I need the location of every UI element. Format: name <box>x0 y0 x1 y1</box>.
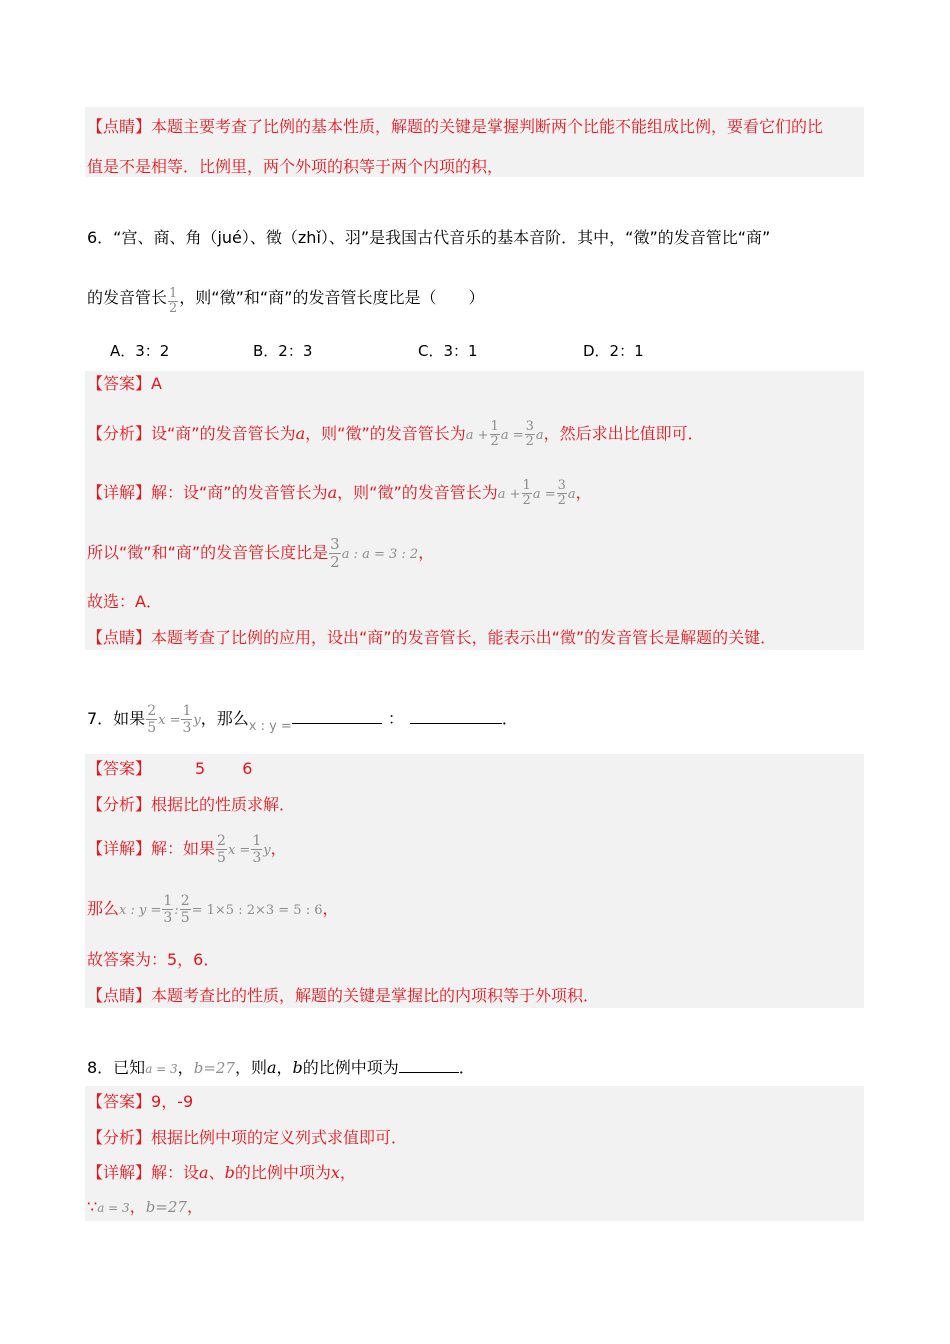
top-dianjing-line2: 值是不是相等．比例里，两个外项的积等于两个内项的积， <box>87 157 504 176</box>
q8-detail: 【详解】解：设a、b的比例中项为x， <box>87 1163 356 1182</box>
q8-analysis: 【分析】根据比例中项的定义列式求值即可． <box>87 1128 408 1147</box>
expr-a-plus-half-a: a + <box>465 428 489 443</box>
q6-solution-box <box>85 371 864 650</box>
q7-analysis: 【分析】根据比的性质求解． <box>87 795 296 814</box>
q7-answer: 【答案】 5 6 <box>87 759 253 778</box>
q6-option-a[interactable]: A．3：2 <box>110 342 170 360</box>
q7-stem: 7．如果 $\frac{2}{5}$ x = $\frac{1}{3}$ y，那么$_{x : y =}$ ： ． <box>87 703 518 736</box>
q8-stem: 8．已知a = 3，b=27，则a，b的比例中项为 ． <box>87 1058 475 1077</box>
q6-answer: 【答案】A <box>87 374 162 393</box>
q7-then: 那么x : y = $\frac{1}{3}$ : $\frac{2}{5}$ = 1×5 : 2×3 = 5 : 6， <box>87 893 339 926</box>
q6-stem-line2: 的发音管长 $\frac{1}{2}$ ，则“徵”和“商”的发音管长度比是（ ） <box>87 286 485 316</box>
q8-because: ∵a = 3，b=27， <box>87 1197 203 1216</box>
fraction-half: $\frac{1}{2}$ <box>169 286 178 316</box>
q6-option-c[interactable]: C．3：1 <box>418 342 478 360</box>
q6-option-b[interactable]: B．2：3 <box>253 342 313 360</box>
top-dianjing-line1: 【点睛】本题主要考查了比例的基本性质，解题的关键是掌握判断两个比能不能组成比例，要看它们的比 <box>87 117 824 136</box>
q6-ratio: 所以“徵”和“商”的发音管长度比是 $\frac{3}{2}$ a : a = 3 : 2， <box>87 535 435 571</box>
q6-choose: 故选：A． <box>87 592 162 611</box>
dianjing-tag: 【点睛】 <box>87 117 152 136</box>
q6-detail: 【详解】解：设“商”的发音管长为a，则“徵”的发音管长为a + $\frac{1}{2}$ a = $\frac{3}{2}$ a， <box>87 478 592 508</box>
q7-blank-2[interactable] <box>410 707 502 724</box>
q7-result: 故答案为：5，6． <box>87 950 220 969</box>
q7-detail: 【详解】解：如果 $\frac{2}{5}$ x = $\frac{1}{3}$ y， <box>87 833 287 866</box>
q8-answer: 【答案】9，-9 <box>87 1092 194 1111</box>
ratio-expression: a : a = 3 : 2 <box>341 547 419 562</box>
q7-blank-1[interactable] <box>292 707 382 724</box>
q8-blank[interactable] <box>399 1056 459 1073</box>
because-symbol: ∵ <box>87 1197 98 1216</box>
q6-dianjing: 【点睛】本题考查了比例的应用，设出“商”的发音管长，能表示出“徵”的发音管长是解题的关键． <box>87 628 777 647</box>
q6-stem-line1: 6．“宫、商、角（jué）、徵（zhǐ）、羽”是我国古代音乐的基本音阶．其中，“徵”的发音管比“商” <box>87 228 771 247</box>
q6-analysis: 【分析】设“商”的发音管长为a，则“徵”的发音管长为a + $\frac{1}{2}$ a = $\frac{3}{2}$ a，然后求出比值即可． <box>87 419 704 449</box>
q7-dianjing: 【点睛】本题考查比的性质，解题的关键是掌握比的内项积等于外项积． <box>87 986 600 1005</box>
q6-option-d[interactable]: D．2：1 <box>583 342 644 360</box>
